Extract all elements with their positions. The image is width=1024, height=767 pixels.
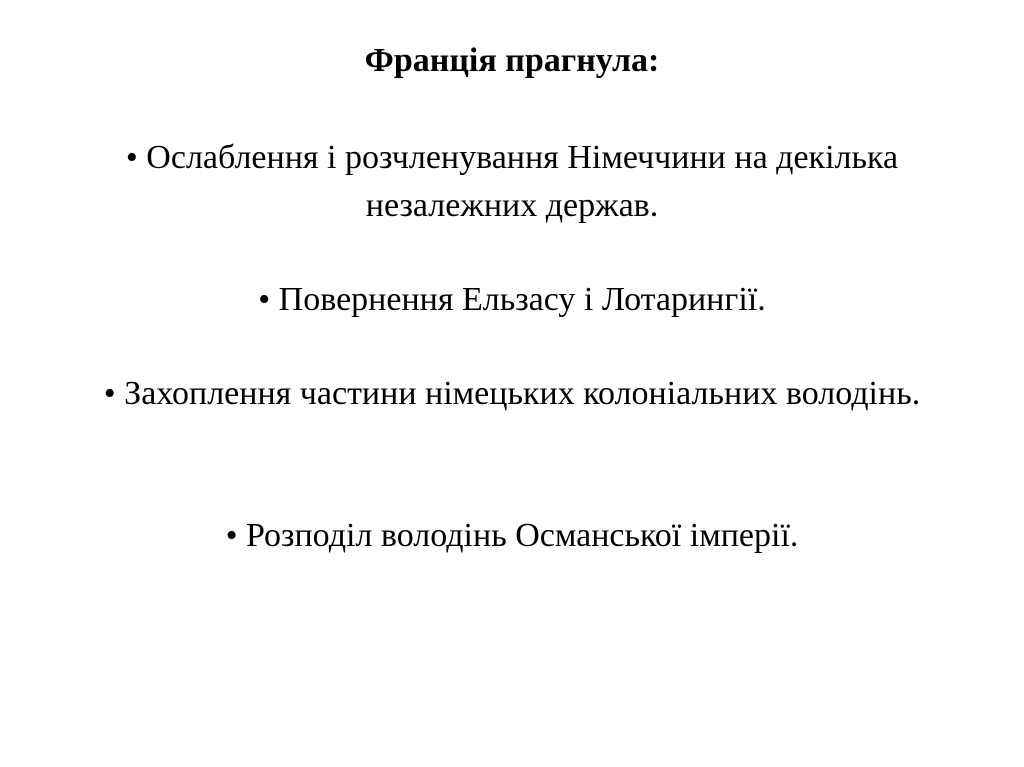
bullet-item-weakening-germany: • Ослаблення і розчленування Німеччини на декілька незалежних держав. <box>125 139 899 224</box>
slide-title: Франція прагнула: <box>364 42 660 79</box>
bullet-item-ottoman-empire: • Розподіл володінь Османської імперії. <box>225 517 799 554</box>
bullet-item-colonies: • Захоплення частини німецьких колоніальних володінь. <box>103 375 921 412</box>
bullet-item-alsace-lorraine: • Повернення Ельзасу і Лотарингії. <box>258 281 766 318</box>
